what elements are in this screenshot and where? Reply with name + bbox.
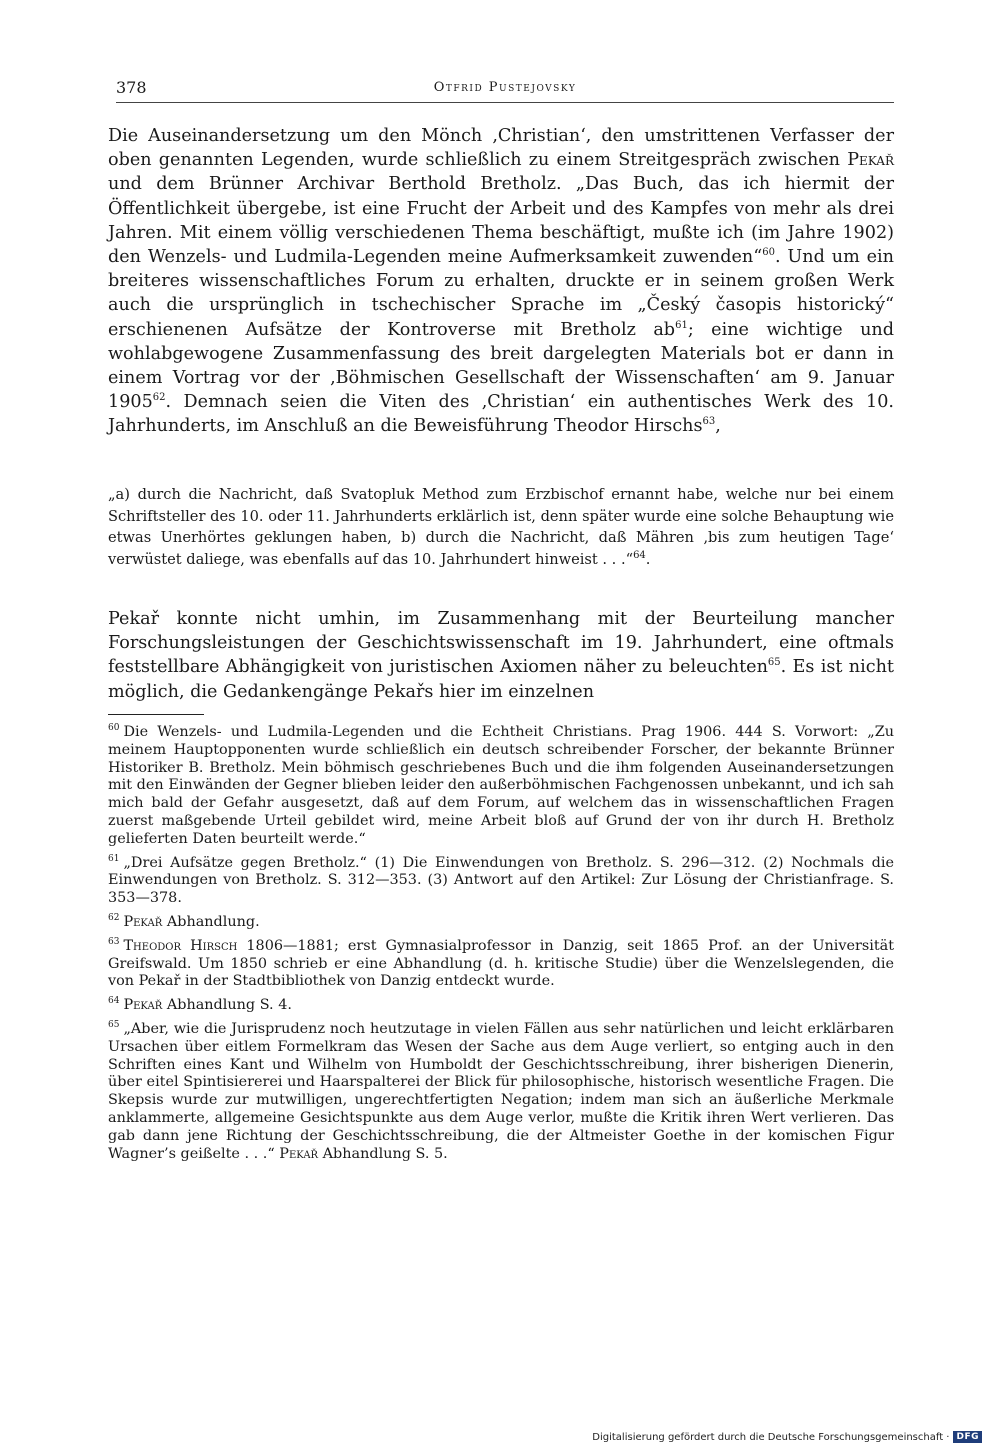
footnote-number: 64 <box>108 996 120 1007</box>
footnote-ref[interactable]: 62 <box>152 392 166 404</box>
footnotes <box>108 724 894 1169</box>
footnote-number: 63 <box>108 936 120 947</box>
body-paragraph-2 <box>108 607 894 704</box>
author-name: Pekař <box>279 1145 319 1162</box>
page-header <box>116 78 894 103</box>
footnote-text: Abhandlung S. 4. <box>162 997 292 1014</box>
page-number: 378 <box>116 78 147 97</box>
footnote-text: „Aber, wie die Jurisprudenz noch heutzutage in vielen Fällen aus sehr natürlichen und leicht erklärbaren Ursachen über eitlem Formelkram das Wesen der Sache aus dem Auge verliert, so entging auch in den Schriften eines Kant und Wilhelm von Humboldt der Geschichtsschreibung, ihrer bisherigen Dienerin, über eitel Spintisiererei und Haarspalterei der Blick für philosophische, historisch wesentliche Fragen. Die Skepsis wurde zur mutwilligen, ungerechtfertigten Negation; indem man sich an äußerliche Merkmale anklammerte, allgemeine Gesichtspunkte aus dem Auge verlor, mußte die Kritik ihren Wert verlieren. Das gab dann jene Richtung der Geschichtsschreibung, die der Altmeister Goethe in der komischen Figur Wagner’s geißelte . . .“ <box>108 1020 894 1162</box>
footnote-64 <box>108 997 894 1015</box>
author-name: Pekař <box>123 913 163 930</box>
footnote-63 <box>108 938 894 991</box>
text-span: . Demnach seien die Viten des ‚Christian‘ ein authentisches Werk des 10. Jahrhunderts, im Anschluß an die Beweisführung Theodor Hirschs <box>108 392 894 437</box>
footnote-number: 65 <box>108 1020 120 1031</box>
text-span: Die Auseinandersetzung um den Mönch ‚Christian‘, den umstrittenen Verfasser der oben genannten Legenden, wurde schließlich zu einem Streitgespräch zwischen <box>108 126 894 171</box>
footnote-ref[interactable]: 63 <box>702 416 716 428</box>
footnote-text: Die Wenzels- und Ludmila-Legenden und die Echtheit Christians. Prag 1906. 444 S. Vorwort: „Zu meinem Hauptopponenten wurde schließlich ein deutsch schreibender Forscher, der bekannte Brünner Historiker B. Bretholz. Mein böhmisch geschriebenes Buch und die ihm folgenden Auseinandersetzungen mit den Einwänden der Gegner blieben leider den außerböhmischen Fachgenossen unbekannt, und ich sah mich bald der Gefahr ausgesetzt, daß auf dem Forum, auf welchem das in wissenschaftlichen Fragen zuerst maßgebende Urteil gebildet wird, meine Arbeit bloß auf Grund der von ihr durch H. Bretholz gelieferten Daten beurteilt werde.“ <box>108 724 894 847</box>
footnote-61 <box>108 855 894 908</box>
block-quote <box>108 484 894 570</box>
footnote-number: 60 <box>108 723 120 734</box>
text-span: , <box>715 416 721 437</box>
text-span: und dem Brünner Archivar Berthold Bretholz. „Das Buch, das ich hiermit der Öffentlichkeit übergebe, ist eine Frucht der Arbeit und des Kampfes von mehr als drei Jahren. Mit einem völlig verschiedenen Thema beschäftigt, mußte ich (im Jahre 1902) den Wenzels- und Ludmila-Legenden meine Aufmerksamkeit zuwenden“ <box>108 174 894 268</box>
text-span: . <box>645 550 651 568</box>
author-name: Pekař <box>847 150 894 171</box>
footnote-divider <box>108 714 204 715</box>
footnote-text: Abhandlung S. 5. <box>318 1145 448 1162</box>
footnote-65 <box>108 1021 894 1163</box>
quote-text: „a) durch die Nachricht, daß Svatopluk Method zum Erzbischof ernannt habe, welche nur bei einem Schriftsteller des 10. oder 11. Jahrhunderts erklärlich ist, denn später wurde eine solche Behauptung wie etwas Unerhörtes geklungen haben, b) durch die Nachricht, daß Mähren ‚bis zum heutigen Tage‘ verwüstet daliege, was ebenfalls auf das 10. Jahrhundert hinweist . . .“ <box>108 486 894 568</box>
text-span: . Und um ein breiteres wissenschaftliches Forum zu erhalten, druckte er in seinem großen Werk auch die ursprünglich in tschechischer Sprache im „Český časopis historický“ erschienenen Aufsätze der Kontroverse mit Bretholz ab <box>108 247 894 340</box>
text-span: ; eine wichtige und wohlabgewogene Zusammenfassung des breit dargelegten Materials bot er dann in einem Vortrag vor der ‚Böhmischen Gesellschaft der Wissenschaften‘ am 9. Januar 1905 <box>108 319 895 413</box>
footnote-ref[interactable]: 60 <box>762 247 775 259</box>
footnote-text: 1806—1881; erst Gymnasialprofessor in Danzig, seit 1865 Prof. an der Universität Greifswald. Um 1850 schrieb er eine Abhandlung (d. h. kritische Studie) über die Wenzelslegenden, die von Pekař in der Stadtbibliothek von Danzig entdeckt wurde. <box>108 937 894 990</box>
footnote-ref[interactable]: 64 <box>633 549 646 561</box>
footnote-text: Abhandlung. <box>162 913 260 930</box>
footnote-number: 61 <box>108 853 120 864</box>
body-paragraph-1 <box>108 124 894 439</box>
author-name: Pekař <box>123 997 163 1014</box>
text-span: Pekař konnte nicht umhin, im Zusammenhang mit der Beurteilung mancher Forschungsleistungen der Geschichtswissenschaft im 19. Jahrhundert, eine oftmals feststellbare Abhängigkeit von juristischen Axiomen näher zu beleuchten <box>108 609 894 678</box>
footnote-60 <box>108 724 894 849</box>
digitization-credit <box>592 1431 982 1443</box>
footnote-62 <box>108 914 894 932</box>
footnote-number: 62 <box>108 913 120 924</box>
running-head: Otfrid Pustejovsky <box>433 80 577 95</box>
dfg-logo: DFG <box>953 1431 982 1443</box>
author-name: Theodor Hirsch <box>123 937 238 954</box>
credit-text: Digitalisierung gefördert durch die Deutsche Forschungsgemeinschaft · <box>592 1431 950 1443</box>
footnote-text: „Drei Aufsätze gegen Bretholz.“ (1) Die Einwendungen von Bretholz. S. 296—312. (2) Nochmals die Einwendungen von Bretholz. S. 312—353. (3) Antwort auf den Artikel: Zur Lösung der Christianfrage. S. 353—378. <box>108 854 894 907</box>
footnote-ref[interactable]: 65 <box>767 657 781 669</box>
text-span: . Es ist nicht möglich, die Gedankengänge Pekařs hier im einzelnen <box>108 657 895 702</box>
footnote-ref[interactable]: 61 <box>675 319 688 331</box>
